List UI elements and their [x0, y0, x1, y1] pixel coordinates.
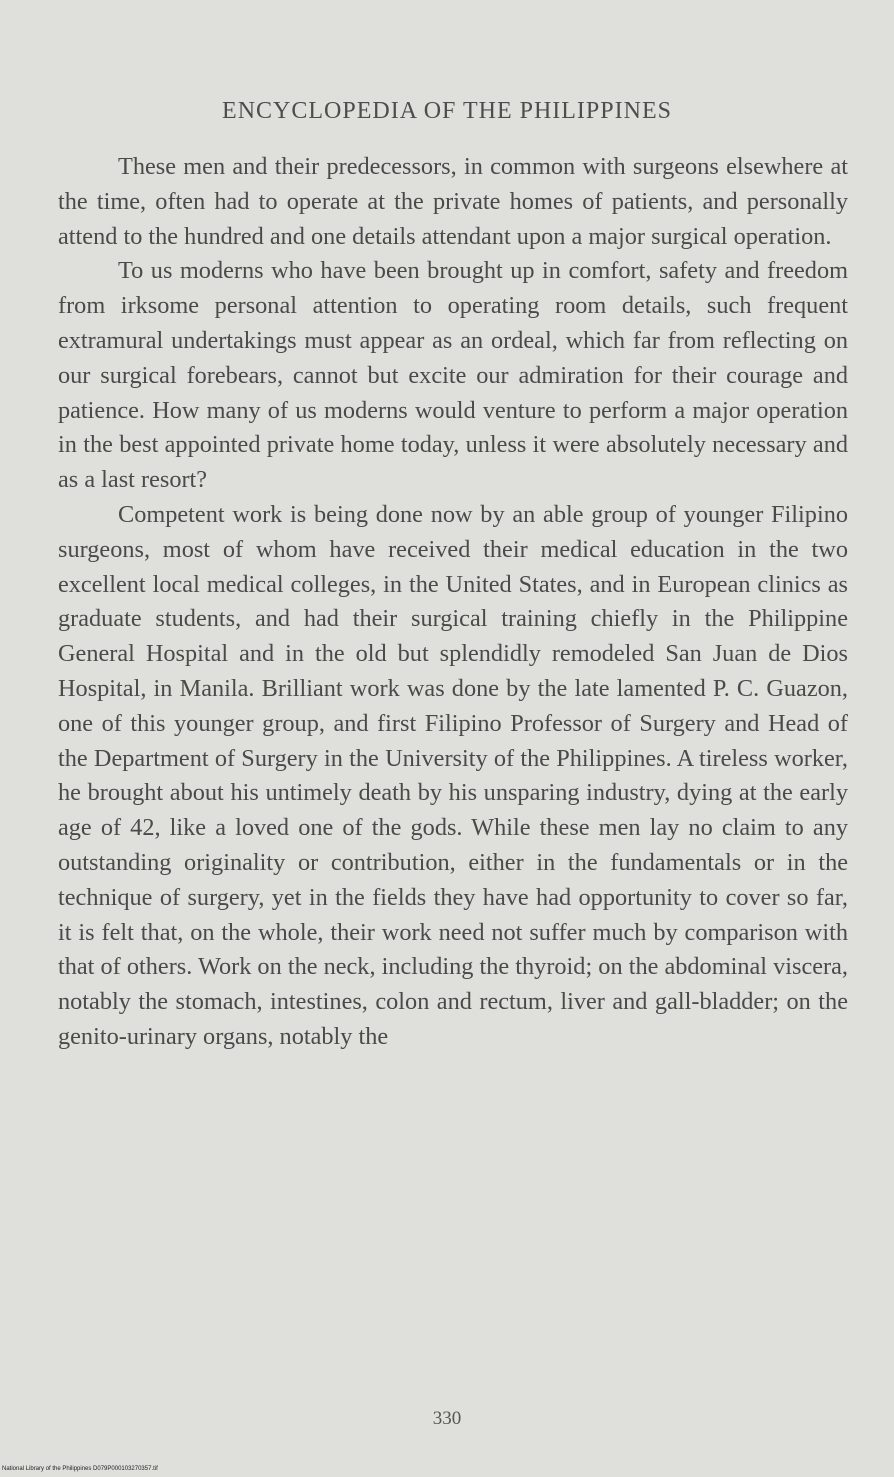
page-number: 330	[432, 1408, 462, 1429]
paragraph-1: These men and their predecessors, in common with surgeons elsewhere at the time, often had to operate at the private homes of patients, and personally attend to the hundred and one details attendant upon a major surgical operation.	[58, 153, 848, 250]
running-header: ENCYCLOPEDIA OF THE PHILIPPINES	[222, 98, 672, 124]
paragraph-2: To us moderns who have been brought up in comfort, safety and freedom from irksome personal attention to operating room details, such frequent extramural undertakings must appear as an ordeal, which far from reflecting on our surgical forebears, cannot but excite our admiration for their courage and patience. How many of us moderns would venture to perform a major operation in the best appointed private home today, unless it were absolutely necessary and as a last resort?	[58, 257, 848, 494]
body-text	[58, 150, 848, 1055]
paragraph-3: Competent work is being done now by an able group of younger Filipino surgeons, most of whom have received their medical education in the two excellent local medical colleges, in the United States, and in European clinics as graduate students, and had their surgical training chiefly in the Philippine General Hospital and in the old but splendidly remodeled San Juan de Dios Hospital, in Manila. Brilliant work was done by the late lamented P. C. Guazon, one of this younger group, and first Filipino Professor of Surgery and Head of the Department of Surgery in the University of the Philippines. A tireless worker, he brought about his untimely death by his unsparing industry, dying at the early age of 42, like a loved one of the gods. While these men lay no claim to any outstanding originality or contribution, either in the fundamentals or in the technique of surgery, yet in the fields they have had opportunity to cover so far, it is felt that, on the whole, their work need not suffer much by comparison with that of others. Work on the neck, including the thyroid; on the abdominal viscera, notably the stomach, intestines, colon and rectum, liver and gall-bladder; on the genito-urinary organs, notably the	[58, 500, 848, 1050]
archive-watermark: National Library of the Philippines D079P000103270357.tif	[2, 1466, 158, 1472]
